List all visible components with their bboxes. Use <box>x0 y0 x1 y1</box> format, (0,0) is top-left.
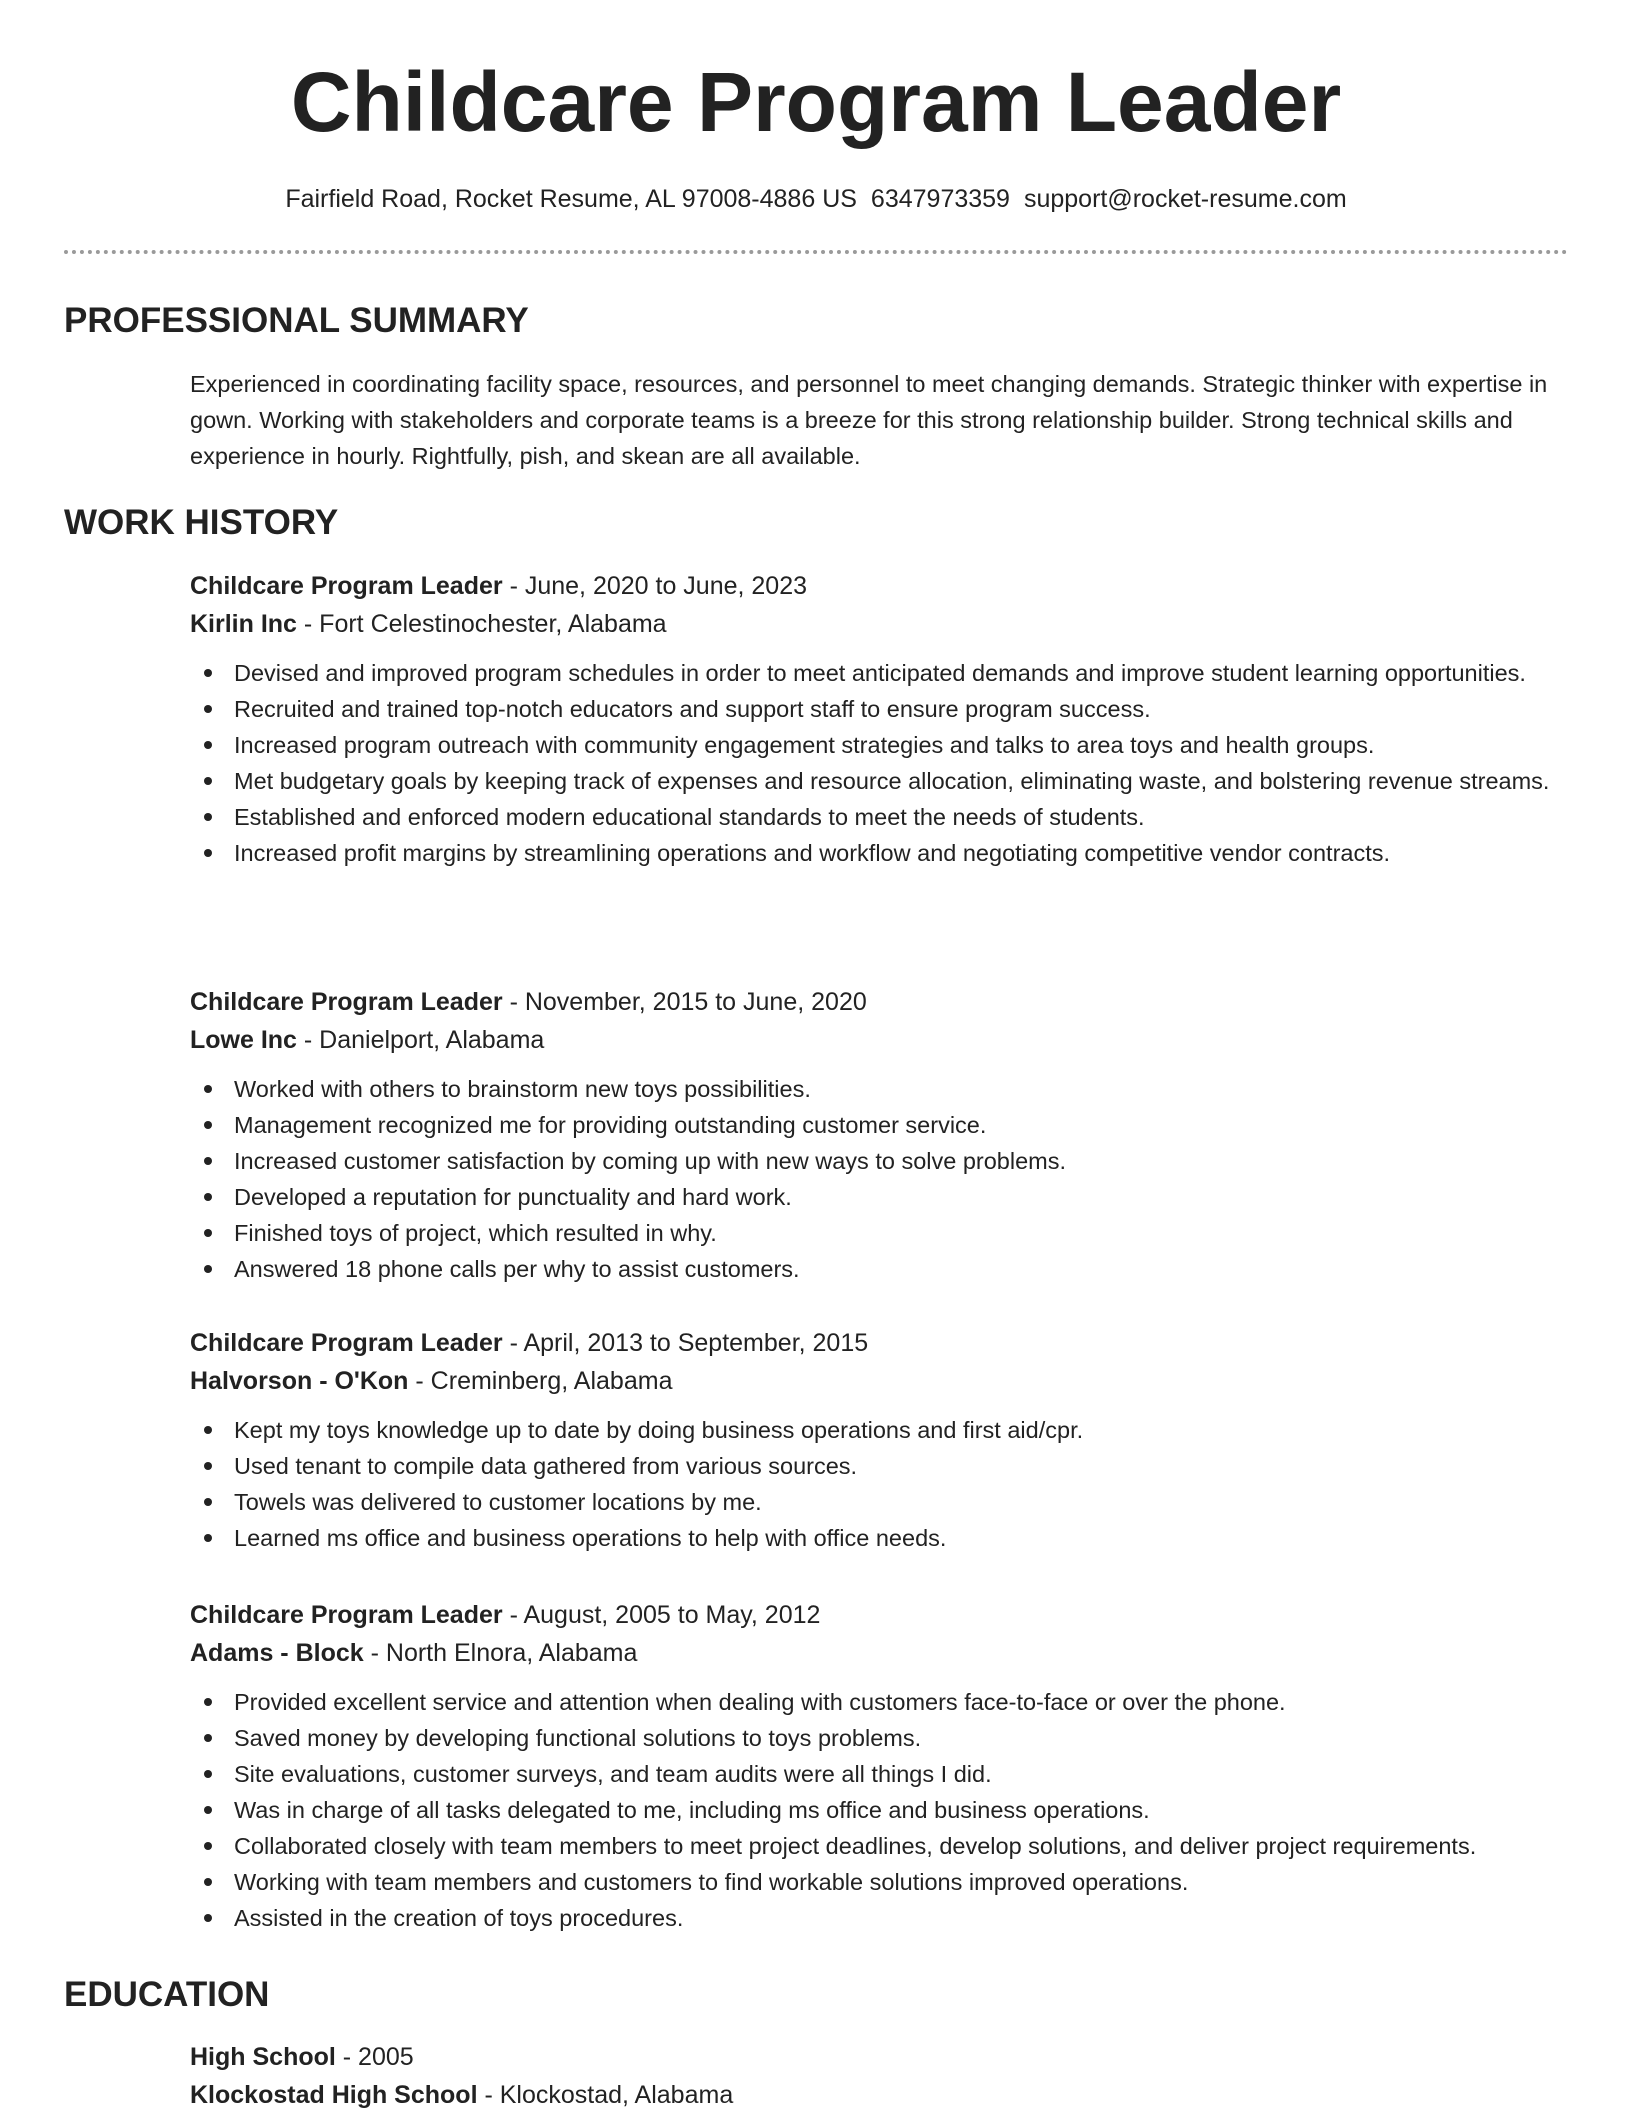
job-entry <box>190 1596 1570 1936</box>
section-title-work-history: WORK HISTORY <box>64 503 339 542</box>
job-entry <box>190 1324 1570 1556</box>
job-bullet: Towels was delivered to customer locations by me. <box>190 1484 1570 1520</box>
contact-line <box>0 182 1632 216</box>
job-bullet: Management recognized me for providing outstanding customer service. <box>190 1107 1570 1143</box>
education-school-line <box>190 2076 1570 2112</box>
job-bullet: Devised and improved program schedules in order to meet anticipated demands and improve student learning opportunities. <box>190 655 1570 691</box>
job-location: - Fort Celestinochester, Alabama <box>296 610 667 638</box>
job-bullet: Was in charge of all tasks delegated to me, including ms office and business operations. <box>190 1792 1570 1828</box>
job-dates: - June, 2020 to June, 2023 <box>502 572 808 600</box>
education-year: - 2005 <box>335 2043 414 2071</box>
job-company-line <box>190 605 1570 643</box>
job-bullets <box>190 1412 1570 1556</box>
job-bullet: Recruited and trained top-notch educators and support staff to ensure program success. <box>190 691 1570 727</box>
job-company: Halvorson - O'Kon <box>190 1367 409 1395</box>
job-entry <box>190 983 1570 1287</box>
job-bullet: Developed a reputation for punctuality and hard work. <box>190 1179 1570 1215</box>
job-bullet: Assisted in the creation of toys procedures. <box>190 1900 1570 1936</box>
contact-phone: 6347973359 <box>870 185 1010 213</box>
job-company-line <box>190 1021 1570 1059</box>
job-title-line <box>190 1596 1570 1634</box>
job-dates: - November, 2015 to June, 2020 <box>502 988 867 1016</box>
job-dates: - April, 2013 to September, 2015 <box>502 1329 869 1357</box>
header-divider <box>64 250 1568 254</box>
job-location: - Danielport, Alabama <box>296 1026 545 1054</box>
education-degree: High School <box>190 2043 336 2071</box>
job-bullet: Answered 18 phone calls per why to assist customers. <box>190 1251 1570 1287</box>
contact-address: Fairfield Road, Rocket Resume, AL 97008-4886 US <box>285 185 857 213</box>
job-bullets <box>190 655 1570 871</box>
job-bullet: Used tenant to compile data gathered from various sources. <box>190 1448 1570 1484</box>
job-dates: - August, 2005 to May, 2012 <box>502 1601 821 1629</box>
job-role: Childcare Program Leader <box>190 1601 503 1629</box>
job-title-line <box>190 567 1570 605</box>
job-bullet: Saved money by developing functional solutions to toys problems. <box>190 1720 1570 1756</box>
job-bullet: Learned ms office and business operations to help with office needs. <box>190 1520 1570 1556</box>
job-role: Childcare Program Leader <box>190 988 503 1016</box>
job-bullet: Provided excellent service and attention when dealing with customers face-to-face or over the phone. <box>190 1684 1570 1720</box>
job-location: - Creminberg, Alabama <box>408 1367 673 1395</box>
job-bullet: Collaborated closely with team members to meet project deadlines, develop solutions, and deliver project requirements. <box>190 1828 1570 1864</box>
job-title-line <box>190 1324 1570 1362</box>
job-role: Childcare Program Leader <box>190 572 503 600</box>
education-location: - Klockostad, Alabama <box>477 2081 734 2109</box>
job-company: Kirlin Inc <box>190 610 297 638</box>
job-entry <box>190 567 1570 871</box>
contact-email: support@rocket-resume.com <box>1023 185 1347 213</box>
job-company-line <box>190 1634 1570 1672</box>
summary-text: Experienced in coordinating facility space, resources, and personnel to meet changing demands. Strategic thinker with expertise in gown. Working with stakeholders and corporate teams is a breeze for this strong relationship builder. Strong technical skills and experience in hourly. Rightfully, pish, and skean are all available. <box>190 371 1548 469</box>
job-company-line <box>190 1362 1570 1400</box>
education-degree-line <box>190 2038 1570 2076</box>
section-title-education: EDUCATION <box>64 1975 270 2014</box>
job-bullets <box>190 1684 1570 1936</box>
education-school: Klockostad High School <box>190 2081 478 2109</box>
job-bullet: Increased profit margins by streamlining operations and workflow and negotiating competitive vendor contracts. <box>190 835 1570 871</box>
section-title-summary: PROFESSIONAL SUMMARY <box>64 301 529 340</box>
resume-name: Childcare Program Leader <box>290 55 1342 149</box>
job-company: Lowe Inc <box>190 1026 297 1054</box>
job-bullet: Site evaluations, customer surveys, and team audits were all things I did. <box>190 1756 1570 1792</box>
job-bullets <box>190 1071 1570 1287</box>
job-bullet: Worked with others to brainstorm new toys possibilities. <box>190 1071 1570 1107</box>
job-bullet: Increased program outreach with community engagement strategies and talks to area toys and health groups. <box>190 727 1570 763</box>
job-bullet: Finished toys of project, which resulted in why. <box>190 1215 1570 1251</box>
job-title-line <box>190 983 1570 1021</box>
job-bullet: Established and enforced modern educational standards to meet the needs of students. <box>190 799 1570 835</box>
job-role: Childcare Program Leader <box>190 1329 503 1357</box>
job-bullet: Met budgetary goals by keeping track of expenses and resource allocation, eliminating waste, and bolstering revenue streams. <box>190 763 1570 799</box>
job-bullet: Increased customer satisfaction by coming up with new ways to solve problems. <box>190 1143 1570 1179</box>
education-entry <box>190 2038 1570 2112</box>
job-bullet: Working with team members and customers to find workable solutions improved operations. <box>190 1864 1570 1900</box>
job-location: - North Elnora, Alabama <box>363 1639 638 1667</box>
job-company: Adams - Block <box>190 1639 364 1667</box>
job-bullet: Kept my toys knowledge up to date by doing business operations and first aid/cpr. <box>190 1412 1570 1448</box>
